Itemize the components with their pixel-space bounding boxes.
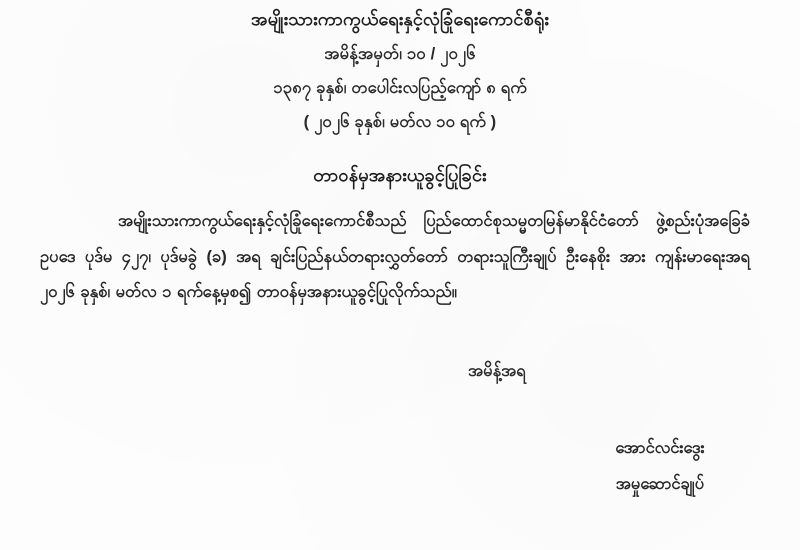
office-name-header: အမျိုးသားကာကွယ်ရေးနှင့်လုံခြုံရေးကောင်စီရုံး (251, 9, 549, 29)
signatory-name: အောင်လင်းဒွေး (615, 439, 705, 457)
by-order-label: အမိန့်အရ (468, 362, 526, 380)
signatory-title: အမှုဆောင်ချုပ် (615, 475, 705, 493)
myanmar-calendar-date-line: ၁၃၈၇ ခုနှစ်၊ တပေါင်းလပြည့်ကျော် ၈ ရက် (273, 79, 527, 97)
subject-title: တာဝန်မှအနားယူခွင့်ပြုခြင်း (313, 165, 487, 185)
order-body-paragraph: အမျိုးသားကာကွယ်ရေးနှင့်လုံခြုံရေးကောင်စီသည် ပြည်ထောင်စုသမ္မတမြန်မာနိုင်ငံတော် ဖွဲ့စည်းပုံအခြေခံဥပဒေ ပုဒ်မ ၄၂၇၊ ပုဒ်မခွဲ (ခ) အရ ချင်းပြည်နယ်တရားလွှတ်တော် တရားသူကြီးချုပ် ဦးနေစိုး အား ကျန်းမာရေးအရ ၂၀၂၆ ခုနှစ်၊ မတ်လ ၁ ရက်နေ့မှစ၍ တာဝန်မှအနားယူခွင့်ပြုလိုက်သည်။ (40, 212, 750, 301)
gregorian-date-line: ( ၂၀၂၆ ခုနှစ်၊ မတ်လ ၁၀ ရက် ) (303, 113, 497, 131)
order-number-line: အမိန့်အမှတ်၊ ၁၀ / ၂၀၂၆ (324, 45, 476, 63)
signature-block (560, 438, 760, 498)
